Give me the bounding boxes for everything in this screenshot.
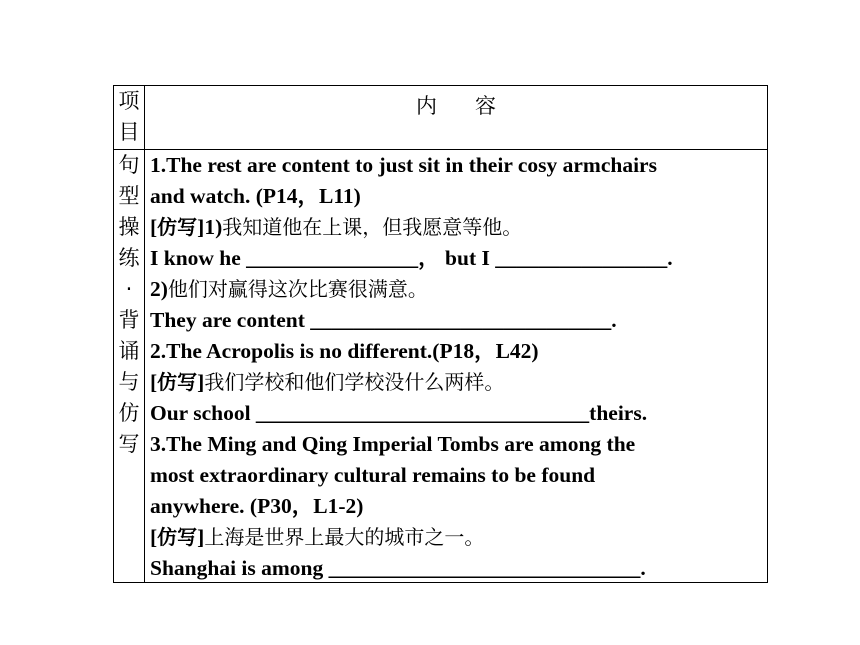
content-line — [150, 491, 763, 522]
english-text: 3.The Ming and Qing Imperial Tombs are among the — [150, 432, 636, 456]
section-label-char: 写 — [118, 432, 140, 456]
english-text: I know he ________________， but I ________________. — [150, 246, 673, 270]
english-text: most extraordinary cultural remains to be found — [150, 463, 596, 487]
content-line — [150, 367, 763, 398]
english-text: [ — [150, 370, 158, 394]
content-cell — [150, 150, 763, 584]
english-text: ] — [197, 370, 205, 394]
english-text: Shanghai is among _____________________________. — [150, 556, 646, 580]
content-line — [150, 460, 763, 491]
chinese-prompt: 我知道他在上课，但我愿意等他。 — [222, 215, 523, 239]
english-text: They are content ____________________________. — [150, 308, 617, 332]
section-label-char: 操 — [118, 215, 140, 239]
header-item-char: 项 — [118, 89, 140, 113]
header-content-cell: 内容 — [416, 94, 534, 118]
section-label-cell — [114, 150, 144, 460]
english-text: ]1) — [197, 215, 223, 239]
english-text: 1.The rest are content to just sit in their cosy armchairs — [150, 153, 657, 177]
content-line — [150, 243, 763, 274]
chinese-prompt: 我们学校和他们学校没什么两样。 — [204, 370, 505, 394]
chinese-prompt: 他们对赢得这次比赛很满意。 — [167, 277, 428, 301]
section-label-char: 诵 — [118, 339, 140, 363]
section-label-char: 练 — [118, 246, 140, 270]
content-line — [150, 181, 763, 212]
english-text: [ — [150, 215, 158, 239]
content-line — [150, 429, 763, 460]
section-label-char: 仿 — [118, 401, 140, 425]
content-line — [150, 553, 763, 584]
content-line — [150, 150, 763, 181]
header-item-cell — [114, 86, 144, 148]
content-line — [150, 398, 763, 429]
english-text: 2.The Acropolis is no different.(P18，L42) — [150, 339, 539, 363]
english-text: anywhere. (P30，L1-2) — [150, 494, 364, 518]
content-line — [150, 522, 763, 553]
imitation-tag: 仿写 — [157, 525, 198, 549]
section-label-char: · — [125, 277, 133, 301]
english-text: and watch. (P14，L11) — [150, 184, 361, 208]
english-text: ] — [197, 525, 205, 549]
english-text: 2) — [150, 277, 168, 301]
imitation-tag: 仿写 — [157, 370, 198, 394]
content-line — [150, 305, 763, 336]
english-text: [ — [150, 525, 158, 549]
section-label-char: 句 — [118, 153, 140, 177]
imitation-tag: 仿写 — [157, 215, 198, 239]
content-line — [150, 336, 763, 367]
content-line — [150, 274, 763, 305]
column-divider — [144, 86, 145, 582]
section-label-char: 型 — [118, 184, 140, 208]
exercise-table — [113, 85, 768, 583]
content-line — [150, 212, 763, 243]
english-text: Our school _______________________________theirs. — [150, 401, 648, 425]
chinese-prompt: 上海是世界上最大的城市之一。 — [204, 525, 485, 549]
section-label-char: 与 — [118, 370, 140, 394]
section-label-char: 背 — [118, 308, 140, 332]
header-item-char: 目 — [118, 120, 140, 144]
